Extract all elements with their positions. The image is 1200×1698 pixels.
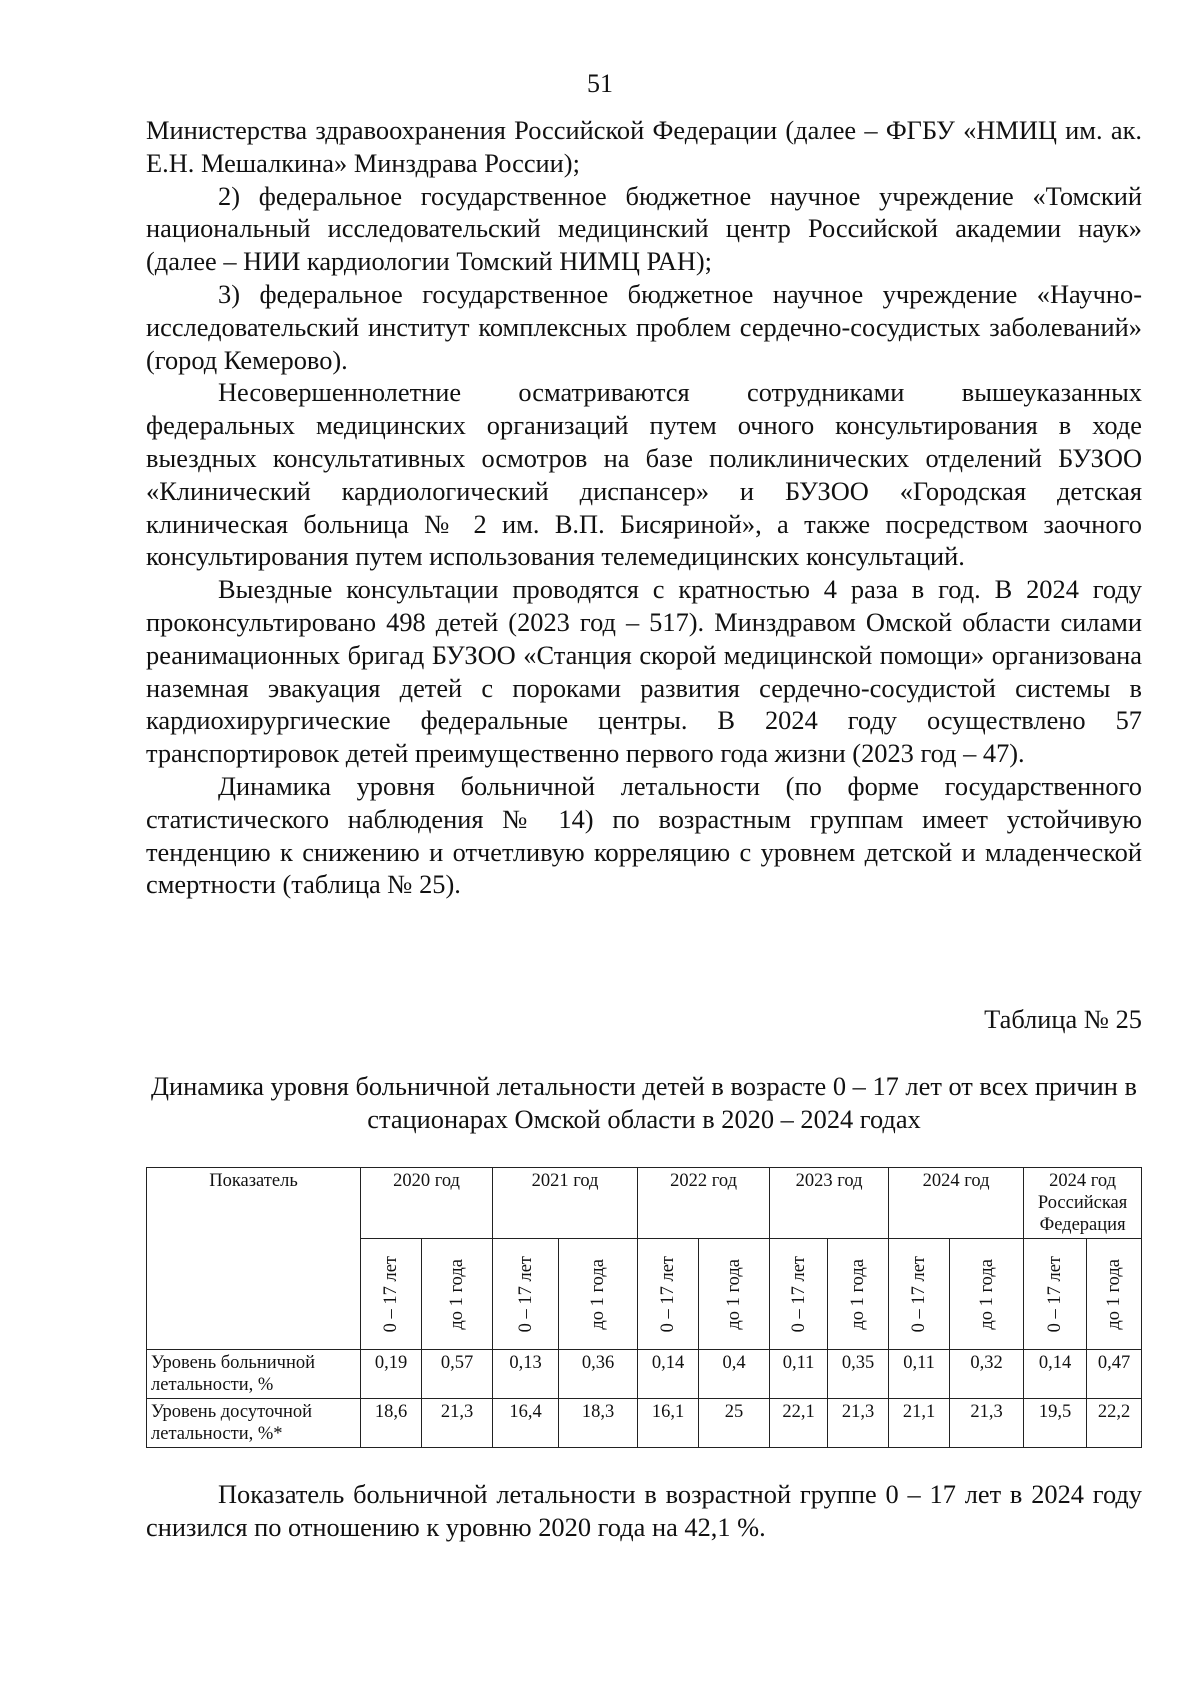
table-cell: 19,5 — [1024, 1399, 1087, 1448]
row-label: Уровень досуточной летальности, %* — [147, 1399, 361, 1448]
table-cell: 0,19 — [361, 1350, 422, 1399]
table-cell: 21,1 — [889, 1399, 950, 1448]
table-cell: 0,13 — [493, 1350, 559, 1399]
page-number: 51 — [587, 69, 613, 98]
table-cell: 0,32 — [950, 1350, 1024, 1399]
table-cell: 0,36 — [559, 1350, 638, 1399]
table-cell: 21,3 — [422, 1399, 493, 1448]
table-title: Динамика уровня больничной летальности детей в возрасте 0 – 17 лет от всех причин в стационарах Омской области в 2020 – 2024 годах — [151, 1071, 1137, 1134]
subheader-cell: до 1 года — [422, 1239, 493, 1350]
subheader-cell: до 1 года — [559, 1239, 638, 1350]
table-cell: 16,4 — [493, 1399, 559, 1448]
table-cell: 22,2 — [1087, 1399, 1142, 1448]
table-cell: 25 — [699, 1399, 770, 1448]
table-cell: 0,57 — [422, 1350, 493, 1399]
table-cell: 0,11 — [770, 1350, 828, 1399]
header-year-2023: 2023 год — [770, 1168, 889, 1239]
subheader-cell: до 1 года — [699, 1239, 770, 1350]
header-year-2022: 2022 год — [638, 1168, 770, 1239]
paragraph-4: Несовершеннолетние осматриваются сотрудниками вышеуказанных федеральных медицинских организаций путем очного консультирования в ходе выездных консультативных осмотров на базе поликлинических отделений БУЗОО «Клинический кардиологический диспансер» и БУЗОО «Городская детская клиническая больница № 2 им. В.П. Бисяриной», а также посредством заочного консультирования путем использования телемедицинских консультаций. — [146, 377, 1142, 572]
table-cell: 21,3 — [828, 1399, 889, 1448]
body-text — [146, 114, 1142, 901]
table-row — [147, 1350, 1142, 1399]
table-cell: 0,14 — [638, 1350, 699, 1399]
header-year-2024-rf: 2024 год Российская Федерация — [1024, 1168, 1142, 1239]
table-cell: 0,35 — [828, 1350, 889, 1399]
table-cell: 21,3 — [950, 1399, 1024, 1448]
paragraph-6: Динамика уровня больничной летальности (по форме государственного статистического наблюдения № 14) по возрастным группам имеет устойчивую тенденцию к снижению и отчетливую корреляцию с уровнем детской и младенческой смертности (таблица № 25). — [146, 770, 1142, 900]
table-cell: 0,11 — [889, 1350, 950, 1399]
subheader-cell: 0 – 17 лет — [493, 1239, 559, 1350]
table-cell: 0,4 — [699, 1350, 770, 1399]
mortality-table — [146, 1167, 1142, 1448]
table-cell: 0,47 — [1087, 1350, 1142, 1399]
table-cell: 0,14 — [1024, 1350, 1087, 1399]
table-row — [147, 1399, 1142, 1448]
table-cell: 18,3 — [559, 1399, 638, 1448]
subheader-cell: 0 – 17 лет — [1024, 1239, 1087, 1350]
subheader-cell: 0 – 17 лет — [361, 1239, 422, 1350]
table-label: Таблица № 25 — [984, 1004, 1142, 1034]
paragraph-2: 2) федеральное государственное бюджетное научное учреждение «Томский национальный исследовательский медицинский центр Российской академии наук» (далее – НИИ кардиологии Томский НИМЦ РАН); — [146, 180, 1142, 277]
subheader-cell: 0 – 17 лет — [770, 1239, 828, 1350]
table-cell: 16,1 — [638, 1399, 699, 1448]
header-indicator: Показатель — [147, 1168, 361, 1350]
header-year-2020: 2020 год — [361, 1168, 493, 1239]
table-cell: 18,6 — [361, 1399, 422, 1448]
subheader-cell: до 1 года — [1087, 1239, 1142, 1350]
paragraph-5: Выездные консультации проводятся с кратностью 4 раза в год. В 2024 году проконсультировано 498 детей (2023 год – 517). Минздравом Омской области силами реанимационных бригад БУЗОО «Станция скорой медицинской помощи» организована наземная эвакуация детей с пороками развития сердечно-сосудистой системы в кардиохирургические федеральные центры. В 2024 году осуществлено 57 транспортировок детей преимущественно первого года жизни (2023 год – 47). — [146, 574, 1142, 769]
subheader-cell: до 1 года — [828, 1239, 889, 1350]
table-header-row — [147, 1168, 1142, 1239]
header-year-2024: 2024 год — [889, 1168, 1024, 1239]
header-year-2021: 2021 год — [493, 1168, 638, 1239]
subheader-cell: 0 – 17 лет — [889, 1239, 950, 1350]
subheader-cell: 0 – 17 лет — [638, 1239, 699, 1350]
paragraph-1: Министерства здравоохранения Российской Федерации (далее – ФГБУ «НМИЦ им. ак. Е.Н. Мешалкина» Минздрава России); — [146, 115, 1142, 178]
table-cell: 22,1 — [770, 1399, 828, 1448]
paragraph-3: 3) федеральное государственное бюджетное научное учреждение «Научно-исследовательский институт комплексных проблем сердечно-сосудистых заболеваний» (город Кемерово). — [146, 278, 1142, 375]
subheader-cell: до 1 года — [950, 1239, 1024, 1350]
closing-text — [146, 1478, 1142, 1544]
row-label: Уровень больничной летальности, % — [147, 1350, 361, 1399]
closing-paragraph: Показатель больничной летальности в возрастной группе 0 – 17 лет в 2024 году снизился по отношению к уровню 2020 года на 42,1 %. — [146, 1479, 1142, 1542]
